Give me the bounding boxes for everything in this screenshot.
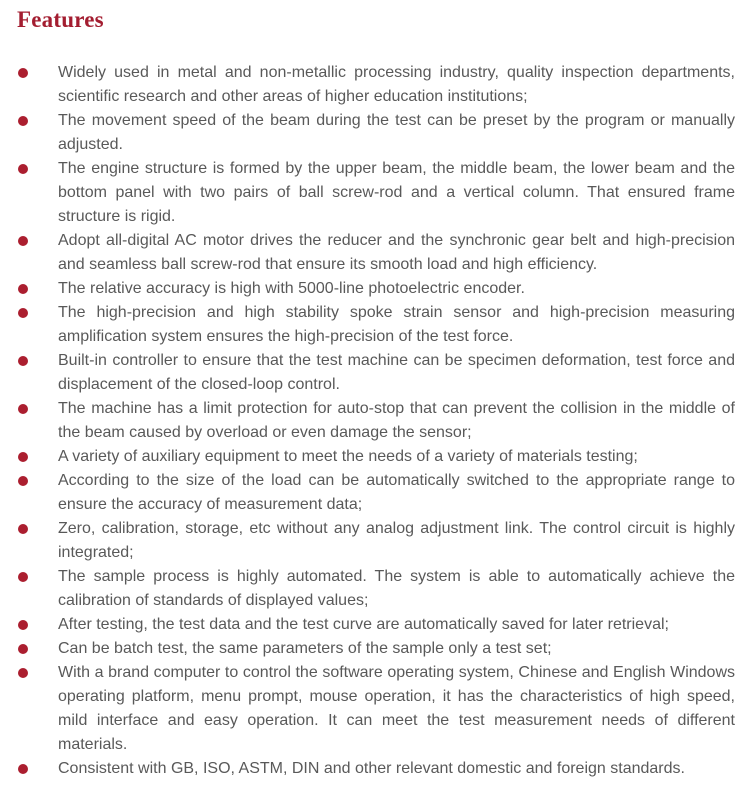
bullet-icon (18, 236, 28, 246)
bullet-icon (18, 116, 28, 126)
feature-item (17, 397, 735, 445)
feature-text: Zero, calibration, storage, etc without any analog adjustment link. The control circuit is highly integrated; (58, 520, 735, 561)
feature-text: According to the size of the load can be automatically switched to the appropriate range to ensure the accuracy of measurement data; (58, 472, 735, 513)
feature-item (17, 349, 735, 397)
bullet-icon (18, 668, 28, 678)
bullet-icon (18, 356, 28, 366)
feature-text: Adopt all-digital AC motor drives the reducer and the synchronic gear belt and high-precision and seamless ball screw-rod that ensure its smooth load and high efficiency. (58, 232, 735, 273)
bullet-icon (18, 764, 28, 774)
bullet-icon (18, 308, 28, 318)
feature-text: Widely used in metal and non-metallic processing industry, quality inspection departments, scientific research and other areas of higher education institutions; (58, 64, 735, 105)
feature-item (17, 637, 735, 661)
feature-text: After testing, the test data and the test curve are automatically saved for later retrieval; (58, 616, 669, 633)
feature-item (17, 229, 735, 277)
feature-text: The relative accuracy is high with 5000-line photoelectric encoder. (58, 280, 525, 297)
bullet-icon (18, 620, 28, 630)
bullet-icon (18, 68, 28, 78)
feature-item (17, 157, 735, 229)
feature-text: The machine has a limit protection for auto-stop that can prevent the collision in the middle of the beam caused by overload or even damage the sensor; (58, 400, 735, 441)
feature-text: The movement speed of the beam during the test can be preset by the program or manually adjusted. (58, 112, 735, 153)
feature-item (17, 61, 735, 109)
feature-text: The high-precision and high stability spoke strain sensor and high-precision measuring amplification system ensures the high-precision of the test force. (58, 304, 735, 345)
feature-item (17, 445, 735, 469)
feature-item (17, 757, 735, 781)
bullet-icon (18, 452, 28, 462)
feature-text: The engine structure is formed by the upper beam, the middle beam, the lower beam and the bottom panel with two pairs of ball screw-rod and a vertical column. That ensured frame structure is rigid. (58, 160, 735, 225)
feature-item (17, 277, 735, 301)
feature-item (17, 109, 735, 157)
bullet-icon (18, 572, 28, 582)
feature-text: A variety of auxiliary equipment to meet the needs of a variety of materials testing; (58, 448, 638, 465)
bullet-icon (18, 164, 28, 174)
feature-text: With a brand computer to control the software operating system, Chinese and English Windows operating platform, menu prompt, mouse operation, it has the characteristics of high speed, mild interface and easy operation. It can meet the test measurement needs of different materials. (58, 664, 735, 753)
feature-text: Built-in controller to ensure that the test machine can be specimen deformation, test force and displacement of the closed-loop control. (58, 352, 735, 393)
feature-item (17, 661, 735, 757)
page-title: Features (17, 7, 104, 32)
feature-text: The sample process is highly automated. The system is able to automatically achieve the calibration of standards of displayed values; (58, 568, 735, 609)
feature-item (17, 469, 735, 517)
feature-item (17, 301, 735, 349)
bullet-icon (18, 644, 28, 654)
feature-item (17, 517, 735, 565)
feature-text: Consistent with GB, ISO, ASTM, DIN and other relevant domestic and foreign standards. (58, 760, 685, 777)
bullet-icon (18, 476, 28, 486)
feature-text: Can be batch test, the same parameters of the sample only a test set; (58, 640, 552, 657)
bullet-icon (18, 284, 28, 294)
bullet-icon (18, 524, 28, 534)
feature-item (17, 613, 735, 637)
feature-item (17, 565, 735, 613)
features-list (17, 61, 735, 781)
bullet-icon (18, 404, 28, 414)
